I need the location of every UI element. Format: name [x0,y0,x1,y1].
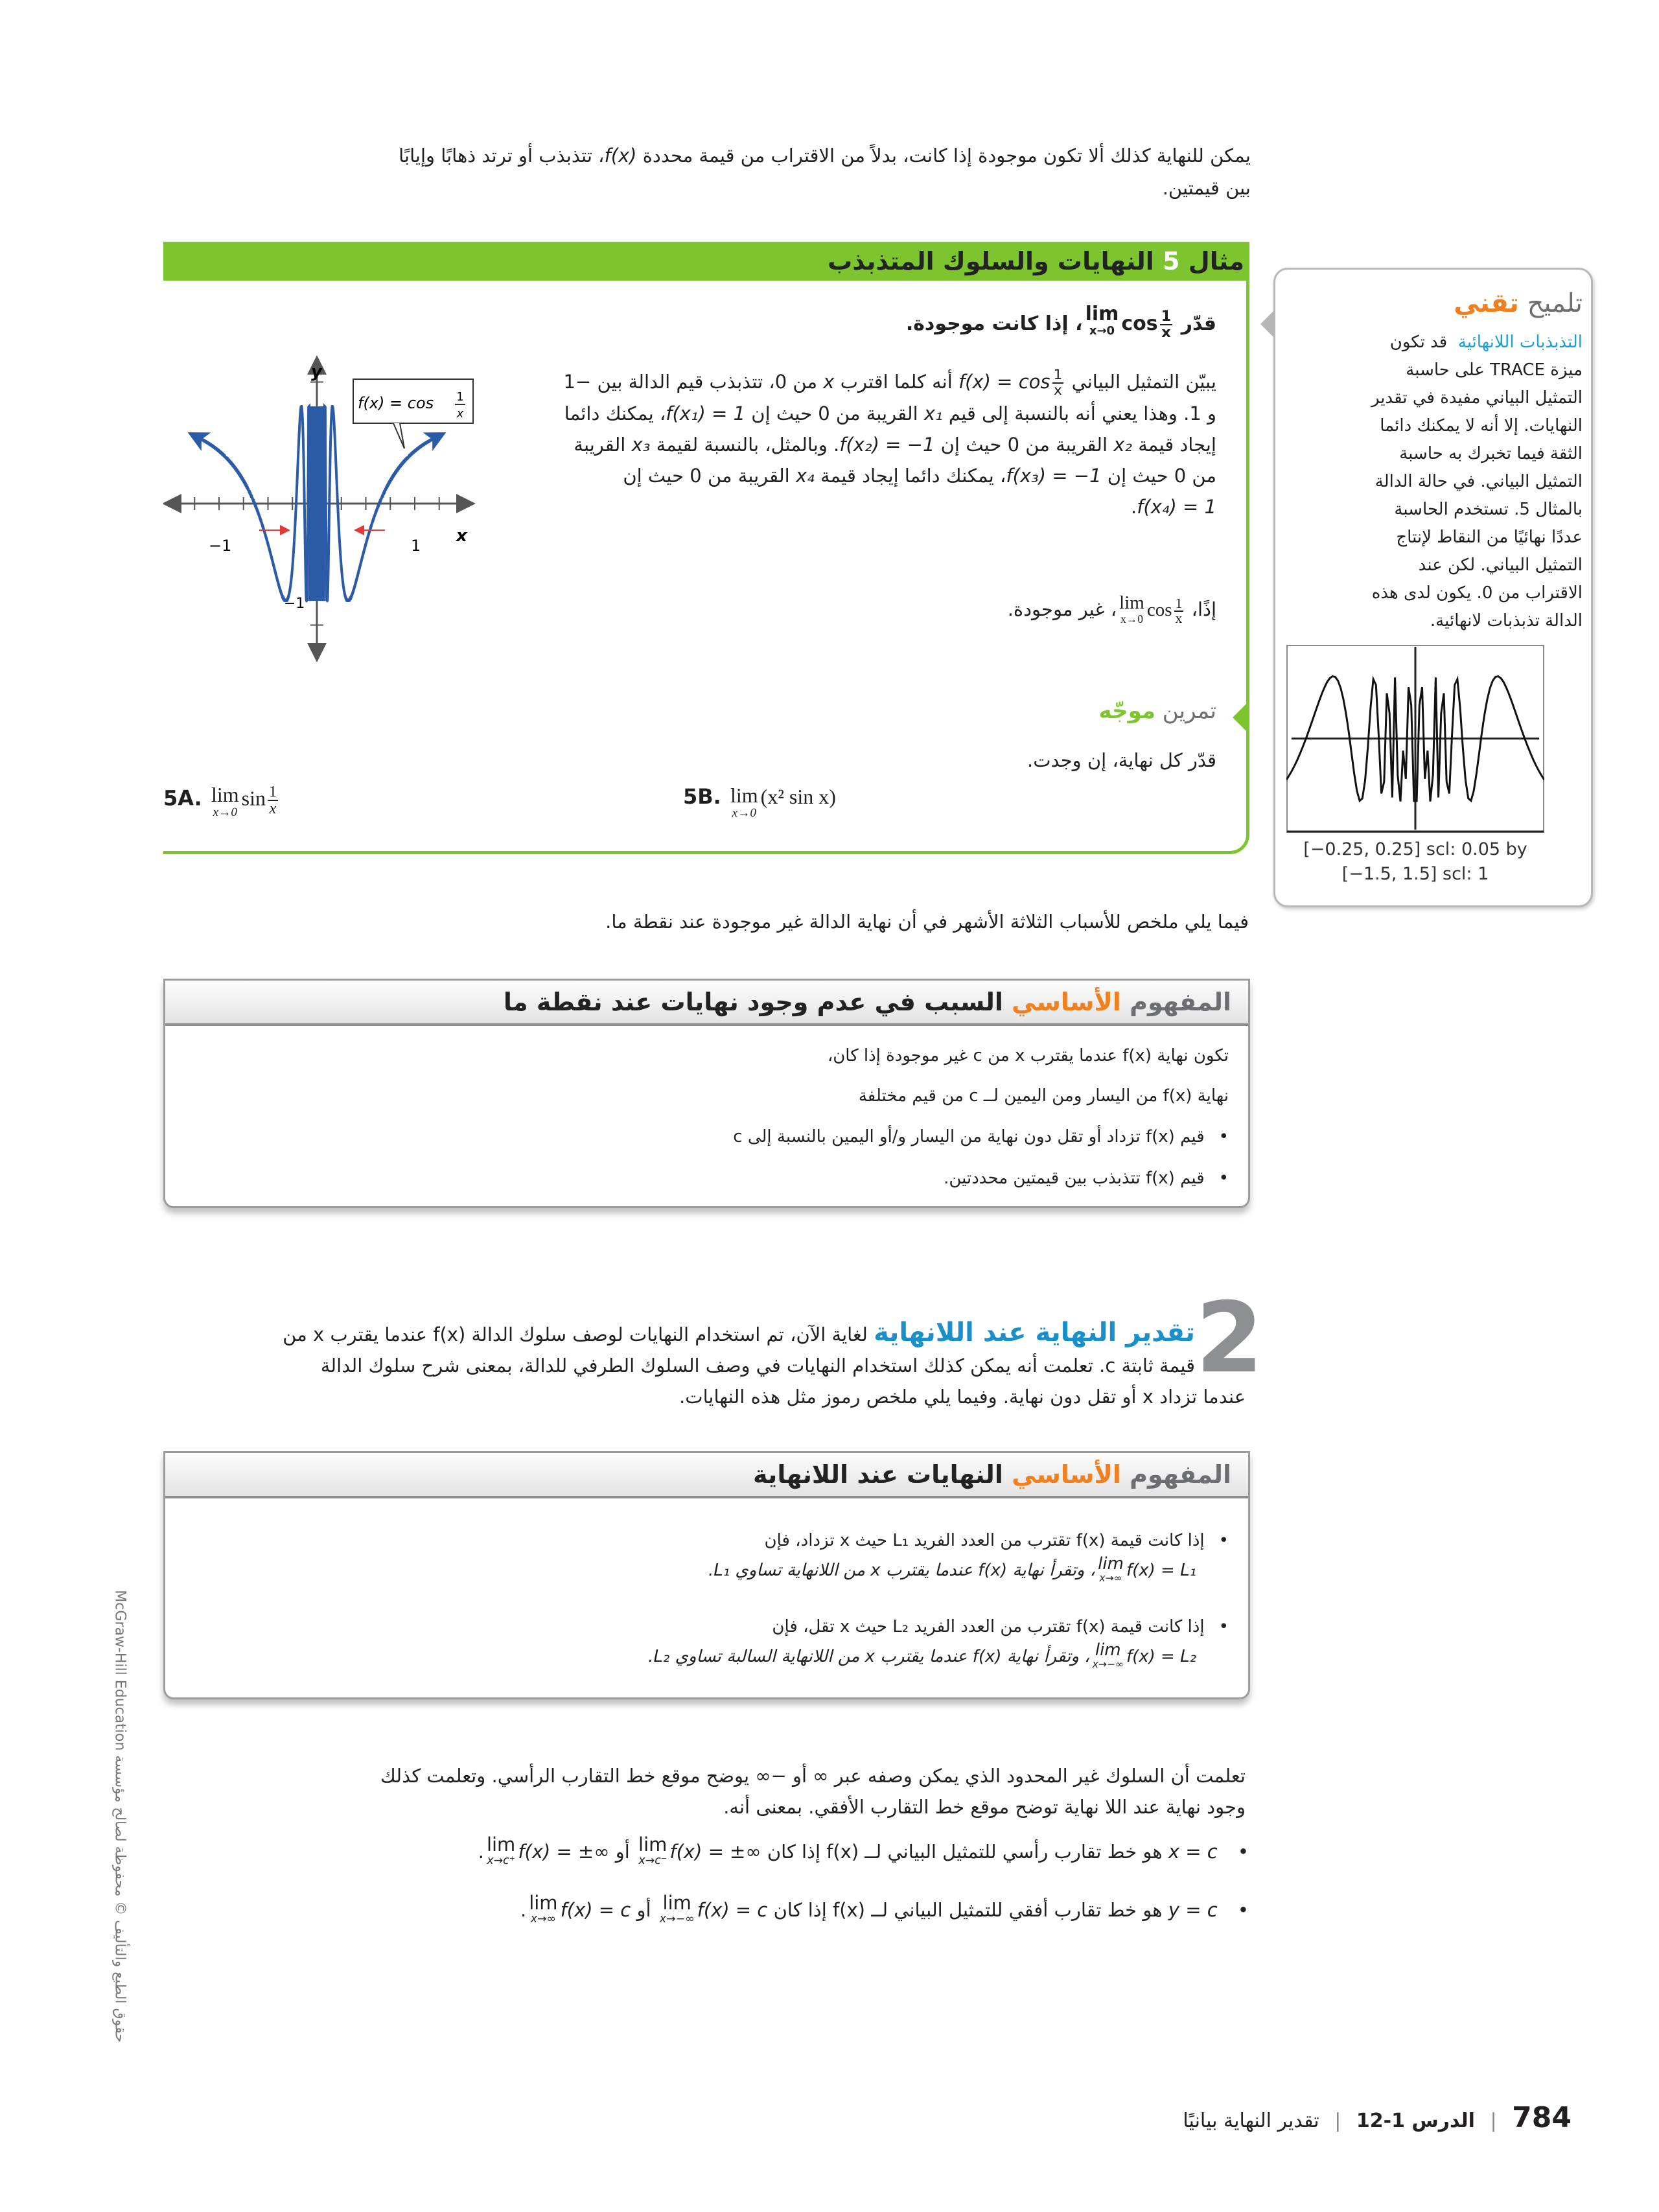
example-title [828,242,1244,281]
x-tick-label-1: 1 [411,537,421,555]
frac-num: 1 [1161,308,1172,325]
frac-num: 1 [1053,367,1063,384]
lim-sub: x→c⁻ [638,1854,667,1867]
concept-title [504,981,1231,1023]
tip-line: التمثيل البياني. لكن عند [1418,555,1583,575]
example-title-text: النهايات والسلوك المتذبذب [828,247,1154,275]
section2-paragraph [283,1317,1195,1350]
tech-tip-text [1297,329,1583,635]
frac-den: x [1175,611,1183,627]
body-text: . [1130,495,1137,518]
frac-num: 1 [1175,595,1183,611]
exercise-5b [683,784,836,819]
sin-text: sin [241,786,266,810]
v-text: هو خط تقارب رأسي للتمثيل البياني لــ f(x) إذا كان [767,1841,1163,1863]
body-math: x₃ [631,433,651,456]
conclusion-limit [1117,594,1185,626]
concept-line: نهاية f(x) من اليسار ومن اليمين لــ c من قيم مختلفة [858,1086,1229,1106]
concept-title-b: الأساسي [1012,988,1121,1016]
or-text: أو [615,1841,630,1863]
tech-tip-title [1454,285,1583,321]
tip-line: ميزة TRACE على حاسبة [1406,360,1583,380]
body-text: القريبة من 0 حيث إن [574,433,1216,487]
tip-line: الثقة فيما تخبرك به حاسبة [1399,444,1583,463]
lim-sub: x→−∞ [659,1913,695,1926]
tip-line: الدالة تذبذبات لانهائية. [1430,611,1583,631]
lim-text: lim [638,1834,667,1856]
intro-fx: f(x) [604,145,637,167]
body-math: f(x₄) = 1 [1137,495,1216,518]
exercise-5a-label: 5A. [163,786,202,811]
tip-title-a: تلميح [1527,288,1583,318]
tip-line: النهايات. إلا أنه لا يمكنك دائما [1380,416,1583,436]
reading-text: ، وتقرأ نهاية f(x) عندما يقترب x من اللانهاية تساوي L₁. [708,1561,1096,1580]
tip-line: الاقتراب من 0. يكون لدى هذه [1371,583,1583,603]
calculator-screen-graph [1286,645,1544,833]
concept-line: تكون نهاية f(x) عندما يقترب x من c غير موجودة إذا كان، [827,1046,1229,1065]
concept-title-b: الأساسي [1012,1460,1121,1489]
conclusion-start: إذًا، [1191,598,1216,620]
cos-text: cos [1146,600,1172,620]
tech-tip-pointer [1260,310,1275,338]
asymptotes-line2: وجود نهاية عند اللا نهاية توضح موقع خط التقارب الأفقي. بمعنى أنه. [723,1796,1246,1818]
example-number: 5 [1163,247,1180,275]
concept-header [165,981,1248,1026]
body-text: . وبالمثل، بالنسبة لقيمة [656,433,840,456]
guided-practice-title [1098,695,1216,727]
summary-sentence: فيما يلي ملخص للأسباب الثلاثة الأشهر في أن نهاية الدالة غير موجودة عند نقطة ما. [605,911,1249,933]
exercise-5a [163,784,280,819]
lim-sub: x→0 [732,806,756,820]
label-frac-num: 1 [456,390,464,404]
limit-expr: f(x) = c [697,1899,768,1921]
guided-title-b: موجّه [1098,698,1155,724]
example-label: مثال [1188,247,1244,275]
lim-text: lim [1098,1554,1124,1574]
tip-title-b: تقني [1454,288,1519,318]
frac-num: 1 [268,784,277,800]
body-text: ، يمكنك دائما إيجاد قيمة [820,464,1006,487]
body-math: x₁ [923,402,943,425]
lim-sub: x→∞ [530,1913,557,1926]
fx-cos: f(x) = cos [958,371,1050,393]
section2-heading: تقدير النهاية عند اللانهاية [874,1318,1195,1347]
question-end: ، إذا كانت موجودة. [905,312,1083,335]
body-text: أنه كلما اقترب [840,371,953,393]
concept-bullet-line2 [708,1555,1196,1585]
section2-line1: لغاية الآن، تم استخدام النهايات لوصف سلوك الدالة f(x) عندما يقترب x من [283,1323,868,1345]
v-eq: x = c [1168,1841,1218,1863]
copyright-notice: حقوق الطبع والتأليف © محفوظة لصالح مؤسسة McGraw-Hill Education [111,1590,128,2043]
frac-den: x [1161,323,1171,341]
concept-header [165,1453,1248,1498]
concept-title [753,1453,1231,1496]
lim-text: lim [1085,303,1119,325]
y-axis-label: y [311,362,322,382]
body-text: القريبة من 0 حيث إن [623,464,790,487]
concept-title-a: المفهوم [1130,988,1231,1016]
frac-den: x [1053,382,1062,399]
key-concept-box-limits-at-infinity [163,1451,1250,1699]
x2-sin-x: (x² sin x) [760,785,836,808]
x-tick-label-neg1: −1 [209,537,232,555]
x-axis-label: x [456,526,467,546]
lesson-title: تقدير النهاية بيانيًا [1183,2110,1319,2132]
cos-text: cos [1121,312,1158,335]
key-concept-box-nonexistent-limits [163,979,1250,1208]
function-label: f(x) = cos [358,394,434,412]
lim-text: lim [529,1892,558,1914]
example-question [906,305,1216,343]
or-text: أو [636,1899,651,1921]
limit-expr: f(x) = L₂ [1126,1647,1196,1666]
body-math: f(x₁) = 1 [666,402,746,425]
h-text: هو خط تقارب أفقي للتمثيل البياني لــ f(x) إذا كان [773,1899,1163,1921]
lim-text: lim [662,1892,691,1914]
calc-window-caption [1286,837,1544,887]
exercise-5b-label: 5B. [683,784,721,809]
concept-bullet-line2 [648,1642,1196,1671]
horizontal-asymptote-rule: • y = c هو خط تقارب أفقي للتمثيل البياني لــ f(x) إذا كان lim x→−∞ f(x) = c أو lim x→∞ f(x) = c. [520,1894,1249,1926]
limit-expr: f(x) = ±∞ [518,1841,610,1863]
lim-sub: x→c⁺ [487,1854,515,1867]
function-expr [958,366,1065,398]
intro-text-end: ، تتذبذب أو ترتد ذهابًا وإيابًا [399,145,605,167]
label-frac-den: x [456,407,464,421]
tip-line: بالمثال 5. تستخدم الحاسبة [1394,500,1583,519]
question-start: قدّر [1181,312,1216,335]
intro-text-line2: بين قيمتين. [1162,177,1251,199]
concept-title-a: المفهوم [1130,1460,1231,1489]
lim-sub: x→0 [1089,324,1115,338]
lim-sub: x→0 [1120,612,1143,625]
conclusion-end: ، غير موجودة. [1007,598,1117,620]
question-limit [1083,305,1175,343]
intro-paragraph [220,139,1251,204]
cos-1-over-x-graph [163,350,481,668]
y-tick-label-neg1: −1 [284,596,305,612]
tip-line: التمثيل البياني مفيدة في تقدير [1371,388,1583,408]
section-number: 2 [1196,1282,1264,1395]
page-number: 784 [1512,2101,1572,2134]
vertical-asymptote-rule: • x = c هو خط تقارب رأسي للتمثيل البياني لــ f(x) إذا كان lim x→c⁻ f(x) = ±∞ أو lim x→c⁺ f(x) = ±∞. [478,1835,1249,1868]
lim-text: lim [486,1834,516,1856]
body-math: f(x₃) = −1 [1006,464,1102,487]
caption-x-window: [−0.25, 0.25] scl: 0.05 by [1303,839,1527,859]
exercise-5a-expr [209,784,280,819]
body-math: x [823,371,835,393]
concept-bullet: • قيم f(x) تتذبذب بين قيمتين محددتين. [944,1163,1229,1193]
section2-line2: قيمة ثابتة c. تعلمت أنه يمكن كذلك استخدام النهايات في وصف السلوك الطرفي للدالة، بمعنى شرح سلوك الدالة [320,1355,1195,1377]
asymptotes-line1: تعلمت أن السلوك غير المحدود الذي يمكن وصفه عبر ∞ أو −∞ يوضح موقع خط التقارب الرأسي. وتعلمت كذلك [380,1765,1246,1787]
concept-bullet: • إذا كانت قيمة f(x) تقترب من العدد الفريد L₁ حيث x تزداد، فإن [765,1526,1229,1555]
body-text: القريبة من 0 حيث إن [940,433,1108,456]
concept-title-c: السبب في عدم وجود نهايات عند نقطة ما [503,988,1003,1016]
tip-line: قد تكون [1389,332,1448,352]
lim-text: lim [1095,1640,1121,1660]
lim-text: lim [730,784,758,807]
lim-text: lim [211,783,239,806]
footer-separator: | [1490,2110,1497,2132]
tip-line: التمثيل البياني. في حالة الدالة [1375,472,1583,491]
limit-expr: f(x) = ±∞ [669,1841,761,1863]
exercise-5b-expr [728,785,836,819]
intro-text: يمكن للنهاية كذلك ألا تكون موجودة إذا كانت، بدلاً من الاقتراب من قيمة محددة [642,145,1251,167]
guided-title-a: تمرين [1162,698,1216,724]
tip-line: عددًا نهائيًا من النقاط لإنتاج [1396,528,1583,547]
limit-expr: f(x) = L₁ [1126,1561,1196,1580]
lim-sub: x→−∞ [1092,1659,1124,1670]
lesson-label: الدرس 1-12 [1356,2110,1475,2132]
body-text: يبيّن التمثيل البياني [1071,371,1216,393]
concept-title-c: النهايات عند اللانهاية [753,1460,1003,1489]
section2-line3: عندما تزداد x أو تقل دون نهاية. وفيما يلي ملخص رموز مثل هذه النهايات. [679,1386,1246,1408]
example-conclusion [1008,593,1216,626]
body-text: القريبة من 0 حيث إن [751,402,918,425]
limit-expr: f(x) = c [560,1899,631,1921]
function-label-box [353,379,473,448]
body-text: ، يمكنك دائما إيجاد قيمة [564,402,1216,456]
page-footer [1183,2099,1572,2141]
body-text: من 0، تتذبذب قيم الدالة بين −1 و 1. وهذا يعني أنه بالنسبة إلى قيم [563,371,1216,425]
h-eq: y = c [1168,1899,1218,1921]
lim-text: lim [1119,592,1144,613]
lim-sub: x→∞ [1099,1572,1122,1584]
guided-practice-marker [1233,703,1247,732]
guided-instruction: قدّر كل نهاية، إن وجدت. [1027,749,1216,771]
frac-den: x [269,800,277,817]
body-math: f(x₂) = −1 [839,433,935,456]
caption-y-window: [−1.5, 1.5] scl: 1 [1341,864,1489,884]
concept-bullet: • إذا كانت قيمة f(x) تقترب من العدد الفريد L₂ حيث x تقل، فإن [772,1612,1229,1642]
concept-bullet: • قيم f(x) تزداد أو تقل دون نهاية من اليسار و/أو اليمين بالنسبة إلى c [733,1122,1229,1152]
reading-text: ، وتقرأ نهاية f(x) عندما يقترب x من اللانهاية السالبة تساوي L₂. [648,1647,1090,1666]
body-math: x₄ [795,464,815,487]
footer-separator: | [1334,2110,1341,2132]
body-math: x₂ [1113,433,1133,456]
lim-sub: x→0 [213,806,237,819]
example-explanation [549,366,1216,522]
tip-lead: التذبذبات اللانهائية [1457,332,1583,352]
dense-oscillation-band [307,406,327,601]
